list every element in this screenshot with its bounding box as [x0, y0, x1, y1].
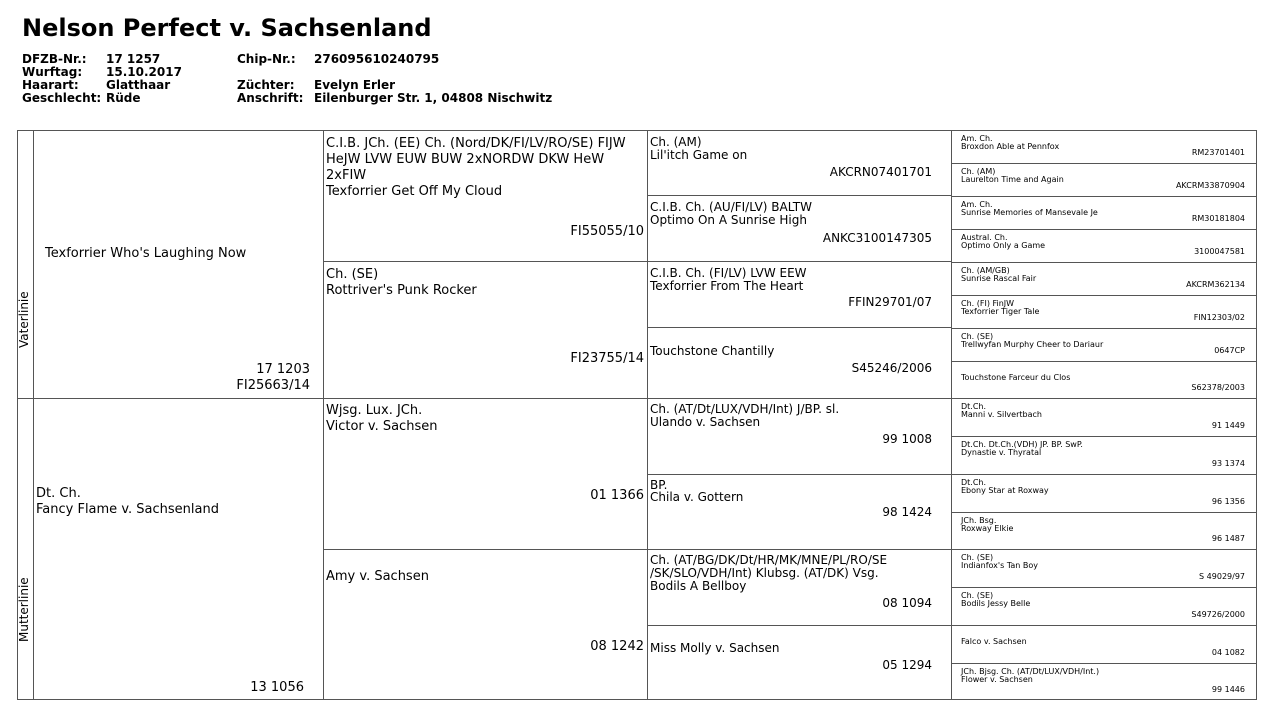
gen4-title: Ch. (AM)	[961, 167, 996, 176]
gen4-name: Trellwyfan Murphy Cheer to Dariaur	[961, 340, 1104, 349]
gen4-title: Ch. (SE)	[961, 553, 994, 562]
gen4-title: Ch. (FI) FinJW	[961, 299, 1015, 308]
gen4-reg: S62378/2003	[1191, 383, 1245, 392]
gen4-title: JCh. Bsg.	[961, 516, 997, 525]
gen4-reg: RM23701401	[1191, 148, 1245, 157]
info-block-right	[237, 53, 637, 109]
gen4-title: Ch. (SE)	[961, 332, 994, 341]
gen4-name: Ebony Star at Roxway	[961, 486, 1049, 495]
chip-value: 276095610240795	[314, 52, 440, 66]
sire-sire-reg: FI55055/10	[570, 224, 644, 239]
gen4-cell	[951, 295, 1257, 329]
dam-cell	[33, 398, 324, 700]
gen4-cell	[951, 130, 1257, 164]
gen4-reg: 0647CP	[1214, 346, 1245, 355]
gen4-reg: 91 1449	[1211, 421, 1245, 430]
anschrift-label: Anschrift:	[237, 91, 304, 105]
dam-dam-cell	[323, 549, 648, 700]
gen3-title: Ch. (AT/BG/DK/Dt/HR/MK/MNE/PL/RO/SE /SK/SLO/VDH/Int) Klubsg. (AT/DK) Vsg.	[650, 553, 888, 580]
gen4-reg: 3100047581	[1194, 247, 1245, 256]
haarart-label: Haarart:	[22, 78, 79, 92]
gen3-title: BP.	[650, 478, 668, 492]
gen4-name: Texforrier Tiger Tale	[961, 307, 1040, 316]
sire-name: Texforrier Who's Laughing Now	[45, 246, 247, 261]
info-block-left	[22, 53, 232, 109]
gen4-name: Flower v. Sachsen	[961, 675, 1033, 684]
sire-dam-cell	[323, 261, 648, 399]
sire-reg-2: FI25663/14	[236, 378, 310, 393]
zuechter-value: Evelyn Erler	[314, 78, 396, 92]
chip-label: Chip-Nr.:	[237, 52, 296, 66]
sire-dam-reg: FI23755/14	[570, 351, 644, 366]
sire-sire-name: Texforrier Get Off My Cloud	[326, 184, 503, 199]
dam-sire-title: Wjsg. Lux. JCh.	[326, 403, 423, 418]
dam-sire-reg: 01 1366	[590, 488, 644, 503]
gen3-reg: ANKC3100147305	[822, 231, 932, 245]
gen4-name: Sunrise Rascal Fair	[961, 274, 1037, 283]
gen4-reg: AKCRM362134	[1186, 280, 1245, 289]
gen3-name: Optimo On A Sunrise High	[650, 213, 807, 227]
gen3-name: Texforrier From The Heart	[650, 279, 804, 293]
geschlecht-value: Rüde	[106, 91, 141, 105]
gen3-title: C.I.B. Ch. (FI/LV) LVW EEW	[650, 266, 807, 280]
geschlecht-label: Geschlecht:	[22, 91, 102, 105]
gen4-cell	[951, 262, 1257, 296]
gen4-reg: AKCRM33870904	[1175, 181, 1245, 190]
gen3-name: Touchstone Chantilly	[650, 344, 775, 358]
gen3-cell-5	[647, 398, 952, 475]
sire-sire-title: C.I.B. JCh. (EE) Ch. (Nord/DK/FI/LV/RO/SE) FIJW HeJW LVW EUW BUW 2xNORDW DKW HeW 2xFIW	[326, 136, 626, 183]
gen4-title: Austral. Ch.	[961, 233, 1008, 242]
zuechter-label: Züchter:	[237, 78, 295, 92]
gen4-title: Am. Ch.	[961, 134, 993, 143]
gen4-name: Laurelton Time and Again	[961, 175, 1064, 184]
gen3-reg: S45246/2006	[851, 361, 932, 375]
gen4-cell	[951, 474, 1257, 513]
dam-dam-name: Amy v. Sachsen	[326, 569, 429, 584]
gen3-reg: 98 1424	[882, 505, 932, 519]
gen4-cell	[951, 163, 1257, 197]
gen3-title: Ch. (AT/Dt/LUX/VDH/Int) J/BP. sl.	[650, 402, 840, 416]
mutterlinie-label: Mutterlinie	[17, 577, 31, 642]
gen3-name: Miss Molly v. Sachsen	[650, 641, 780, 655]
gen4-name: Bodils Jessy Belle	[961, 599, 1031, 608]
gen3-cell-2	[647, 195, 952, 262]
gen3-name: Lil'itch Game on	[650, 148, 748, 162]
gen4-cell	[951, 196, 1257, 230]
gen4-cell	[951, 361, 1257, 398]
gen4-reg: FIN12303/02	[1193, 313, 1245, 322]
vaterlinie-label: Vaterlinie	[17, 291, 31, 348]
gen4-title: Am. Ch.	[961, 200, 993, 209]
gen4-name: Touchstone Farceur du Clos	[961, 373, 1071, 382]
dam-dam-reg: 08 1242	[590, 639, 644, 654]
gen4-reg: S 49029/97	[1199, 572, 1245, 581]
gen4-name: Optimo Only a Game	[961, 241, 1046, 250]
gen4-reg: 96 1487	[1211, 534, 1245, 543]
wurftag-value: 15.10.2017	[106, 65, 182, 79]
gen4-title: Dt.Ch. Dt.Ch.(VDH) JP. BP. SwP.	[961, 440, 1083, 449]
gen3-name: Chila v. Gottern	[650, 490, 744, 504]
sire-sire-cell	[323, 130, 648, 262]
dam-sire-cell	[323, 398, 648, 550]
gen4-cell	[951, 663, 1257, 700]
anschrift-value: Eilenburger Str. 1, 04808 Nischwitz	[314, 91, 553, 105]
gen3-reg: 08 1094	[882, 596, 932, 610]
gen4-title: Ch. (AM/GB)	[961, 266, 1010, 275]
gen3-cell-8	[647, 625, 952, 700]
gen4-cell	[951, 398, 1257, 437]
wurftag-label: Wurftag:	[22, 65, 83, 79]
gen4-title: Dt.Ch.	[961, 478, 987, 487]
dfzb-label: DFZB-Nr.:	[22, 52, 87, 66]
gen4-reg: 96 1356	[1211, 497, 1245, 506]
gen3-reg: 99 1008	[882, 432, 932, 446]
gen4-cell	[951, 328, 1257, 362]
gen4-cell	[951, 587, 1257, 626]
gen4-title: JCh. Bjsg. Ch. (AT/Dt/LUX/VDH/Int.)	[961, 667, 1100, 676]
sire-reg-1: 17 1203	[256, 362, 310, 377]
gen3-reg: AKCRN07401701	[829, 165, 932, 179]
gen3-cell-7	[647, 549, 952, 626]
sire-cell	[33, 130, 324, 399]
gen4-reg: RM30181804	[1191, 214, 1245, 223]
sire-dam-name: Rottriver's Punk Rocker	[326, 283, 477, 298]
gen3-reg: FFIN29701/07	[848, 295, 932, 309]
gen4-reg: 99 1446	[1211, 685, 1245, 694]
gen3-title: Ch. (AM)	[650, 135, 702, 149]
gen4-title: Ch. (SE)	[961, 591, 994, 600]
gen4-reg: S49726/2000	[1191, 610, 1245, 619]
gen3-cell-3	[647, 261, 952, 328]
gen4-name: Dynastie v. Thyratal	[961, 448, 1042, 457]
gen3-cell-4	[647, 327, 952, 399]
gen4-title: Dt.Ch.	[961, 402, 987, 411]
gen4-name: Manni v. Silvertbach	[961, 410, 1042, 419]
gen4-cell	[951, 512, 1257, 550]
gen4-reg: 93 1374	[1211, 459, 1245, 468]
gen3-name: Bodils A Bellboy	[650, 579, 747, 593]
gen3-reg: 05 1294	[882, 658, 932, 672]
dam-title: Dt. Ch.	[36, 486, 81, 501]
gen4-name: Roxway Elkie	[961, 524, 1014, 533]
gen4-name: Indianfox's Tan Boy	[961, 561, 1039, 570]
gen4-name: Sunrise Memories of Mansevale Je	[961, 208, 1098, 217]
gen4-cell	[951, 436, 1257, 475]
gen4-reg: 04 1082	[1211, 648, 1245, 657]
haarart-value: Glatthaar	[106, 78, 171, 92]
dfzb-value: 17 1257	[106, 52, 161, 66]
dam-reg: 13 1056	[250, 680, 304, 695]
gen4-cell	[951, 229, 1257, 263]
dam-sire-name: Victor v. Sachsen	[326, 419, 438, 434]
gen3-name: Ulando v. Sachsen	[650, 415, 761, 429]
gen4-name: Falco v. Sachsen	[961, 637, 1027, 646]
gen3-title: C.I.B. Ch. (AU/FI/LV) BALTW	[650, 200, 812, 214]
gen3-cell-6	[647, 474, 952, 550]
page-title: Nelson Perfect v. Sachsenland	[22, 14, 432, 42]
gen4-name: Broxdon Able at Pennfox	[961, 142, 1060, 151]
gen4-cell	[951, 549, 1257, 588]
gen4-cell	[951, 625, 1257, 664]
gen3-cell-1	[647, 130, 952, 196]
dam-name: Fancy Flame v. Sachsenland	[36, 502, 219, 517]
sire-dam-title: Ch. (SE)	[326, 267, 379, 282]
